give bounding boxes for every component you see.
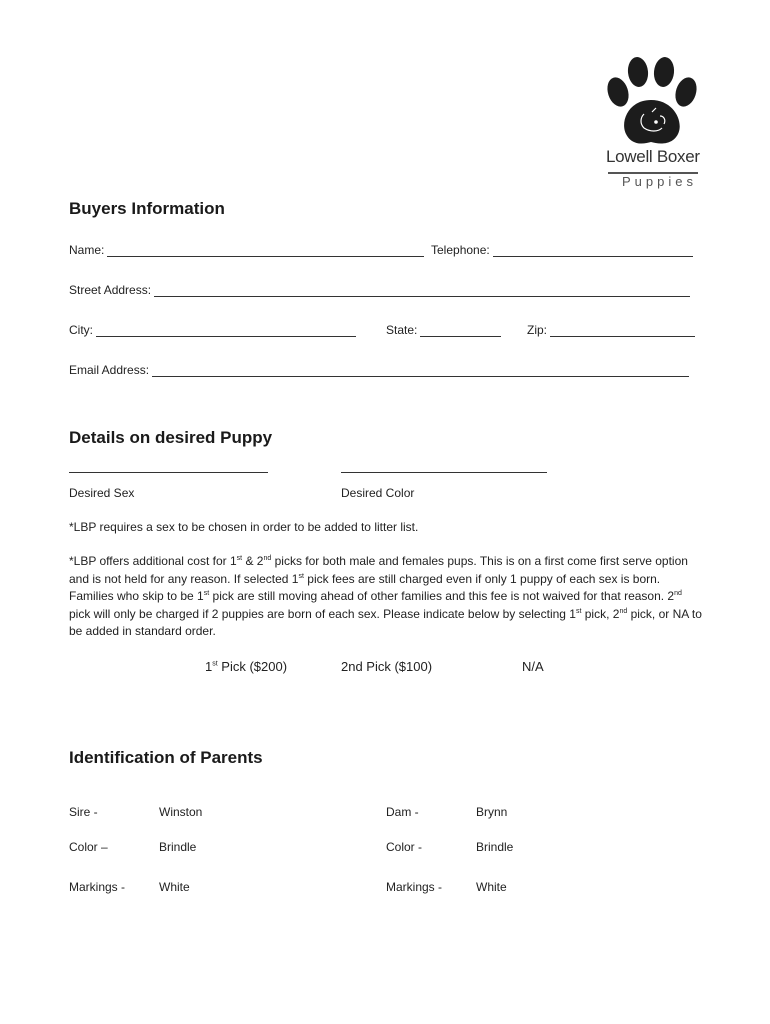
litter-note: *LBP requires a sex to be chosen in order to be added to litter list. (69, 520, 419, 534)
name-line[interactable] (107, 246, 424, 257)
email-line[interactable] (152, 366, 689, 377)
sire-markings-label: Markings - (69, 880, 126, 894)
sire-color-value: Brindle (159, 840, 197, 854)
first-pick-option[interactable]: 1st Pick ($200) (205, 659, 288, 674)
na-option[interactable]: N/A (522, 659, 544, 674)
street-line[interactable] (154, 286, 690, 297)
dam-color-label: Color - (386, 840, 423, 854)
city-line[interactable] (96, 326, 356, 337)
zip-label: Zip: (527, 323, 548, 337)
logo (600, 52, 710, 192)
zip-field[interactable] (527, 323, 695, 337)
buyers-heading: Buyers Information (69, 199, 225, 218)
sire-markings-value: White (159, 880, 190, 894)
telephone-label: Telephone: (431, 243, 490, 257)
desired-sex-line[interactable] (69, 472, 268, 473)
email-label: Email Address: (69, 363, 150, 377)
desired-sex-label: Desired Sex (69, 486, 135, 500)
dam-color-value: Brindle (476, 840, 514, 854)
dam-label: Dam - (386, 805, 419, 819)
dam-markings-label: Markings - (386, 880, 443, 894)
parents-heading: Identification of Parents (69, 748, 263, 767)
desired-color-line[interactable] (341, 472, 547, 473)
pick-fee-note: *LBP offers additional cost for 1st & 2nd picks for both male and females pups. This is on a first come first serve option and is not held for any reason. If selected 1st pick fees are still charged even if only 1 puppy of each sex is born. Families who skip to be 1st pick are still moving ahead of other families and this fee is not waived for that reason. 2nd pick will only be charged if 2 puppies are born of each sex. Please indicate below by selecting 1st pick, 2nd pick, or NA to be added in standard order. (69, 554, 702, 638)
desired-color-label: Desired Color (341, 486, 415, 500)
telephone-field[interactable] (431, 243, 693, 257)
sire-label: Sire - (69, 805, 98, 819)
city-field[interactable] (69, 323, 356, 337)
dam-markings-value: White (476, 880, 507, 894)
paw-print-icon (600, 52, 710, 152)
sire-color-label: Color – (69, 840, 108, 854)
logo-tagline: Puppies (622, 174, 697, 189)
state-field[interactable] (386, 323, 501, 337)
dam-value: Brynn (476, 805, 508, 819)
logo-name: Lowell Boxer (606, 147, 700, 166)
street-label: Street Address: (69, 283, 152, 297)
second-pick-option[interactable]: 2nd Pick ($100) (341, 659, 433, 674)
city-label: City: (69, 323, 93, 337)
street-field[interactable] (69, 283, 690, 297)
name-label: Name: (69, 243, 105, 257)
telephone-line[interactable] (493, 246, 693, 257)
state-label: State: (386, 323, 418, 337)
puppy-heading: Details on desired Puppy (69, 428, 273, 447)
name-field[interactable] (69, 243, 424, 257)
state-line[interactable] (420, 326, 501, 337)
sire-value: Winston (159, 805, 203, 819)
email-field[interactable] (69, 363, 689, 377)
zip-line[interactable] (550, 326, 695, 337)
